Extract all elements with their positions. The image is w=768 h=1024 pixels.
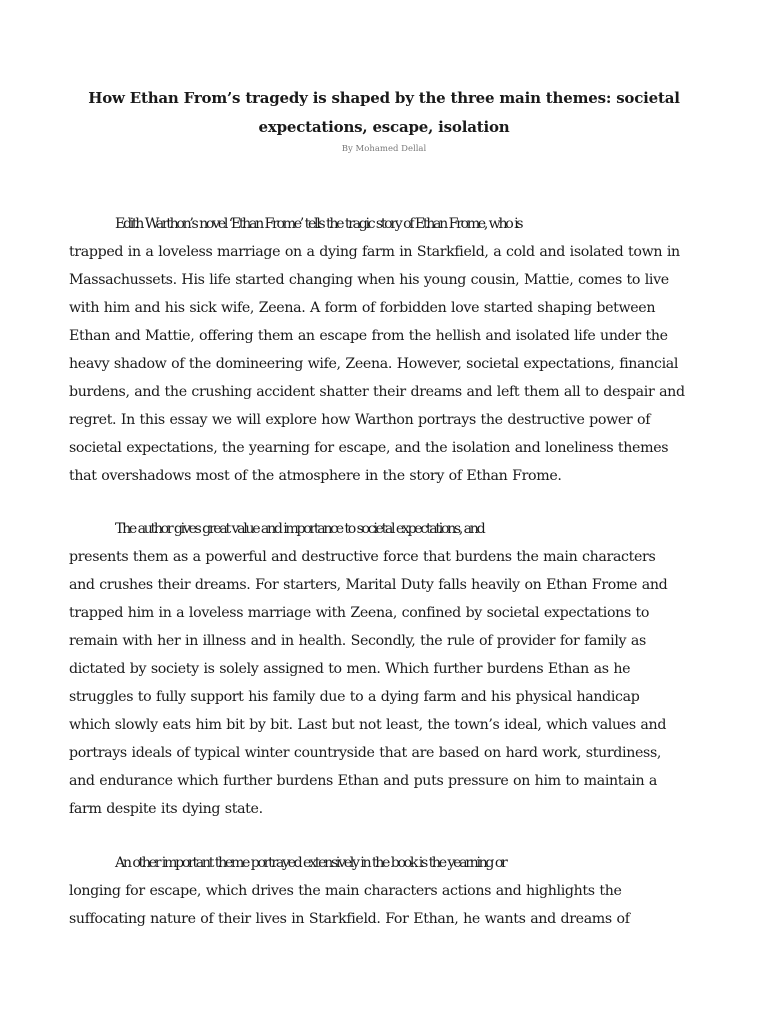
essay-title-line-1: How Ethan From’s tragedy is shaped by the three main themes: societal [88,89,680,107]
essay-title [60,84,708,142]
paragraph-line: and endurance which further burdens Ethan and puts pressure on him to maintain a [69,773,658,789]
author-byline: By Mohamed Dellal [341,144,427,154]
paragraph-line: struggles to fully support his family due to a dying farm and his physical handicap [69,689,640,705]
paragraph-line: which slowly eats him bit by bit. Last but not least, the town’s ideal, which values and [69,717,667,733]
paragraph-line: heavy shadow of the domineering wife, Zeena. However, societal expectations, financial [69,356,679,372]
paragraph-line: farm despite its dying state. [69,801,263,817]
paragraph-line: presents them as a powerful and destructive force that burdens the main characters [69,549,656,565]
paragraph-line: dictated by society is solely assigned to men. Which further burdens Ethan as he [69,661,631,677]
paragraph-societal-expectations [69,515,709,823]
paragraph-line: longing for escape, which drives the main characters actions and highlights the [69,883,622,899]
paragraph-line: Edith Warthon’s novel ‘Ethan Frome’ tells the tragic story of Ethan Frome, who is [115,216,522,232]
paragraph-line: portrays ideals of typical winter countryside that are based on hard work, sturdiness, [69,745,662,761]
paragraph-line: trapped him in a loveless marriage with Zeena, confined by societal expectations to [69,605,650,621]
paragraph-line: The author gives great value and importance to societal expectations, and [115,521,484,537]
paragraph-line: regret. In this essay we will explore how Warthon portrays the destructive power of [69,412,651,428]
paragraph-line: burdens, and the crushing accident shatter their dreams and left them all to despair and [69,384,685,400]
paragraph-line: and crushes their dreams. For starters, Marital Duty falls heavily on Ethan Frome and [69,577,668,593]
paragraph-line: that overshadows most of the atmosphere in the story of Ethan Frome. [69,468,562,484]
paragraph-line: societal expectations, the yearning for escape, and the isolation and loneliness themes [69,440,669,456]
paragraph-line: Massachussets. His life started changing when his young cousin, Mattie, comes to live [69,272,669,288]
essay-title-line-2: expectations, escape, isolation [258,118,510,136]
paragraph-escape [69,849,709,933]
paragraph-line: suffocating nature of their lives in Starkfield. For Ethan, he wants and dreams of [69,911,630,927]
paragraph-introduction [69,210,709,490]
paragraph-line: remain with her in illness and in health. Secondly, the rule of provider for family as [69,633,646,649]
paragraph-line: Ethan and Mattie, offering them an escape from the hellish and isolated life under the [69,328,668,344]
paragraph-line: trapped in a loveless marriage on a dying farm in Starkfield, a cold and isolated town in [69,244,680,260]
paragraph-line: An other important theme portrayed extensively in the book is the yearning or [115,855,506,871]
paragraph-line: with him and his sick wife, Zeena. A form of forbidden love started shaping between [69,300,656,316]
